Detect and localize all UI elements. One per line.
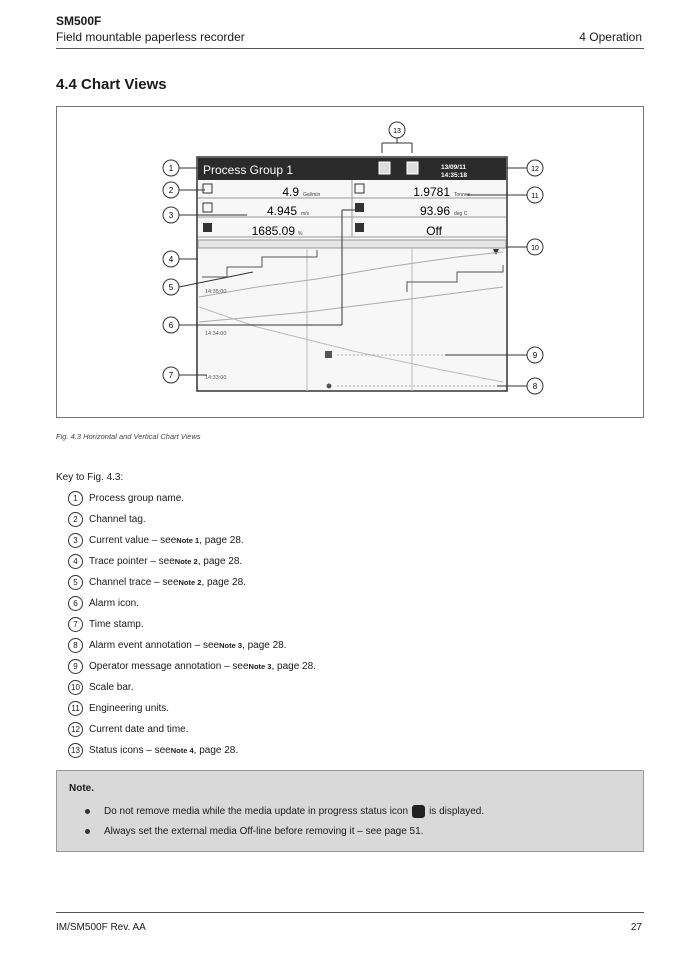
bullet-icon (85, 809, 90, 814)
group-name-text: Process Group 1 (203, 163, 294, 177)
figure-frame (56, 106, 644, 418)
key-number: 11 (68, 701, 83, 716)
recorder-screen-figure (57, 107, 645, 419)
time-stamp: 14:33:00 (205, 375, 227, 381)
callout-5 (163, 279, 179, 295)
key-item (68, 698, 316, 719)
note-box (56, 770, 644, 852)
key-text-after: , page 28. (199, 535, 244, 546)
key-text: Trace pointer – see (89, 556, 175, 567)
note-reference: Note 3 (248, 662, 272, 671)
svg-text:3: 3 (168, 211, 174, 220)
document-subtitle: Field mountable paperless recorder (56, 30, 245, 44)
key-text-after: , page 28. (197, 556, 243, 567)
key-title: Key to Fig. 4.3: (56, 472, 124, 483)
svg-text:4: 4 (168, 255, 174, 264)
callout-6 (163, 317, 179, 333)
note-reference: Note 1 (176, 536, 200, 545)
key-text: Process group name. (89, 493, 185, 504)
svg-text:5: 5 (168, 283, 174, 292)
key-text: Channel trace – see (89, 577, 179, 588)
key-item (68, 719, 316, 740)
reading-value: 4.945 (266, 204, 297, 218)
note-title: Note. (69, 783, 94, 794)
svg-text:13: 13 (393, 128, 401, 135)
note-text: is displayed. (429, 806, 485, 817)
note-bullet (85, 805, 484, 818)
svg-text:8: 8 (532, 382, 538, 391)
scale-bar (198, 240, 506, 248)
svg-text:2: 2 (168, 186, 174, 195)
key-number: 13 (68, 743, 83, 758)
chapter-title: 4 Operation (579, 30, 642, 44)
reading-unit: % (298, 231, 303, 237)
svg-text:12: 12 (531, 166, 539, 173)
key-number: 1 (68, 491, 83, 506)
reading-value: 1685.09 (251, 224, 295, 238)
note-bullet (85, 826, 423, 837)
document-code: IM/SM500F Rev. AA (56, 922, 146, 933)
reading-value: 1.9781 (413, 185, 450, 199)
key-number: 5 (68, 575, 83, 590)
key-text: Operator message annotation – see (89, 661, 249, 672)
key-list (68, 488, 316, 761)
key-text-after: , page 28. (193, 745, 239, 756)
status-icon (407, 162, 418, 174)
time-stamp: 14:35:00 (205, 289, 227, 295)
reading-value: Off (426, 224, 442, 238)
key-text: Current value – see (89, 535, 177, 546)
callout-12 (527, 160, 543, 176)
callout-3 (163, 207, 179, 223)
callout-1 (163, 160, 179, 176)
callout-2 (163, 182, 179, 198)
callout-9 (527, 347, 543, 363)
key-item (68, 572, 316, 593)
note-reference: Note 2 (174, 557, 198, 566)
key-number: 7 (68, 617, 83, 632)
product-name: SM500F (56, 14, 102, 28)
svg-text:7: 7 (168, 371, 174, 380)
header-divider (56, 48, 644, 49)
svg-text:10: 10 (531, 245, 539, 252)
key-text: Current date and time. (89, 724, 189, 735)
key-text: Alarm icon. (89, 598, 140, 609)
channel-icon (203, 223, 212, 232)
reading-unit: m/s (301, 211, 310, 217)
media-update-icon (412, 805, 425, 818)
key-number: 12 (68, 722, 83, 737)
key-item (68, 530, 316, 551)
key-item (68, 509, 316, 530)
status-icon (379, 162, 390, 174)
reading-unit: Tonnes (454, 192, 471, 198)
time-stamp: 14:34:00 (205, 331, 227, 337)
svg-text:11: 11 (531, 193, 539, 200)
key-text: Scale bar. (89, 682, 134, 693)
key-item (68, 551, 316, 572)
message-icon (327, 384, 332, 389)
callout-11 (527, 187, 543, 203)
callout-8 (527, 378, 543, 394)
callout-7 (163, 367, 179, 383)
key-item (68, 614, 316, 635)
screen-time: 14:35:18 (441, 172, 468, 179)
key-item (68, 740, 316, 761)
callout-13 (389, 122, 405, 138)
key-text-after: , page 28. (242, 640, 287, 651)
key-text-after: , page 28. (201, 577, 246, 588)
key-text: Time stamp. (89, 619, 144, 630)
note-reference: Note 2 (178, 578, 202, 587)
note-reference: Note 4 (170, 746, 194, 755)
key-item (68, 677, 316, 698)
screen-date: 13/09/11 (441, 164, 466, 171)
svg-text:1: 1 (168, 164, 174, 173)
key-number: 9 (68, 659, 83, 674)
key-item (68, 488, 316, 509)
key-number: 10 (68, 680, 83, 695)
channel-icon (355, 223, 364, 232)
alarm-icon (325, 351, 332, 358)
key-text-after: , page 28. (271, 661, 316, 672)
key-number: 8 (68, 638, 83, 653)
key-item (68, 656, 316, 677)
note-text: Always set the external media Off-line before removing it – see page 51. (104, 826, 424, 837)
bullet-icon (85, 829, 90, 834)
note-text: Do not remove media while the media update in progress status icon (104, 806, 409, 817)
callout-10 (527, 239, 543, 255)
reading-value: 4.9 (282, 185, 299, 199)
key-text: Engineering units. (89, 703, 170, 714)
channel-icon (355, 203, 364, 212)
reading-unit: Gal/min (303, 192, 321, 198)
reading-value: 93.96 (419, 204, 450, 218)
key-number: 6 (68, 596, 83, 611)
key-text: Alarm event annotation – see (89, 640, 220, 651)
footer-divider (56, 912, 644, 913)
note-reference: Note 3 (219, 641, 243, 650)
key-item (68, 593, 316, 614)
svg-text:6: 6 (168, 321, 174, 330)
figure-caption: Fig. 4.3 Horizontal and Vertical Chart Views (56, 432, 201, 441)
key-number: 3 (68, 533, 83, 548)
reading-unit: deg C (454, 211, 468, 217)
page-number: 27 (630, 922, 642, 933)
key-text: Channel tag. (89, 514, 146, 525)
callout-4 (163, 251, 179, 267)
section-title: 4.4 Chart Views (56, 76, 167, 93)
key-number: 2 (68, 512, 83, 527)
key-text: Status icons – see (89, 745, 171, 756)
key-item (68, 635, 316, 656)
key-number: 4 (68, 554, 83, 569)
svg-text:9: 9 (532, 351, 538, 360)
